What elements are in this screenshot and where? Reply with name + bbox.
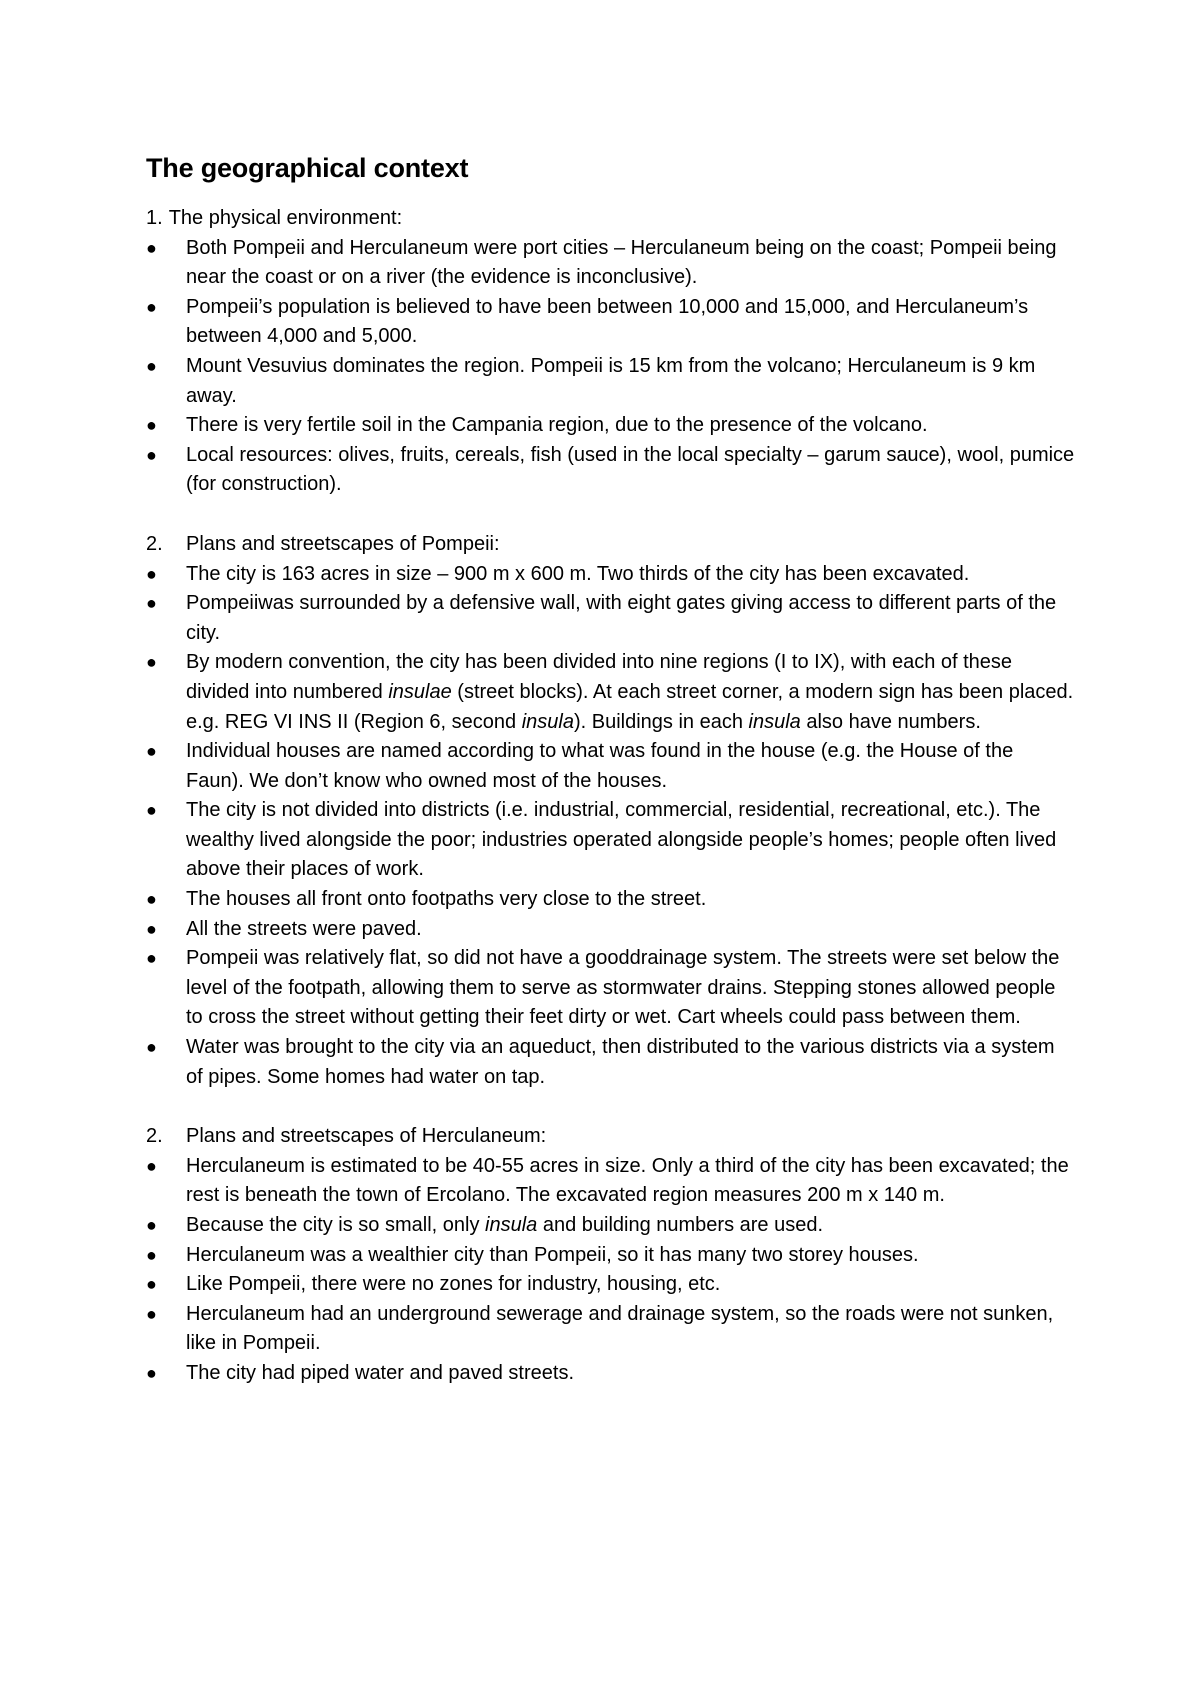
section-number: 2. bbox=[146, 532, 163, 555]
section-heading bbox=[146, 204, 1076, 234]
section-number: 1. bbox=[146, 207, 163, 229]
bullet-icon: ● bbox=[146, 1303, 157, 1324]
bullet-item: ● The city is 163 acres in size – 900 m x 600 m. Two thirds of the city has been excavated. bbox=[146, 560, 1076, 590]
italic-term: insula bbox=[521, 710, 574, 733]
bullet-list bbox=[146, 1152, 1076, 1389]
bullet-item: ● Both Pompeii and Herculaneum were port cities – Herculaneum being on the coast; Pompeii being near the coast or on a river (the evidence is inconclusive). bbox=[146, 234, 1076, 293]
bullet-item: ● Herculaneum is estimated to be 40-55 acres in size. Only a third of the city has been excavated; the rest is beneath the town of Ercolano. The excavated region measures 200 m x 140 m. bbox=[146, 1152, 1076, 1211]
document-title: The geographical context bbox=[146, 153, 469, 183]
section-heading-text: Plans and streetscapes of Herculaneum: bbox=[186, 1125, 547, 1148]
bullet-item: ● The houses all front onto footpaths very close to the street. bbox=[146, 885, 1076, 915]
italic-term: insulae bbox=[388, 680, 452, 703]
section-physical-environment bbox=[146, 204, 1076, 500]
bullet-icon: ● bbox=[146, 237, 157, 258]
bullet-icon: ● bbox=[146, 355, 157, 376]
bullet-item: ● Water was brought to the city via an aqueduct, then distributed to the various districts via a system of pipes. Some homes had water on tap. bbox=[146, 1033, 1076, 1092]
bullet-item: ● The city had piped water and paved streets. bbox=[146, 1359, 1076, 1389]
bullet-item: ● All the streets were paved. bbox=[146, 915, 1076, 945]
document-content bbox=[146, 148, 1076, 1389]
section-number: 2. bbox=[146, 1125, 163, 1148]
bullet-item: ● Pompeii’s population is believed to have been between 10,000 and 15,000, and Herculaneum’s between 4,000 and 5,000. bbox=[146, 293, 1076, 352]
italic-term: insula bbox=[748, 710, 801, 733]
bullet-list bbox=[146, 560, 1076, 1093]
bullet-item: ● Pompeii was relatively flat, so did not have a gooddrainage system. The streets were set below the level of the footpath, allowing them to serve as stormwater drains. Stepping stones allowed people to cross the street without getting their feet dirty or wet. Cart wheels could pass between them. bbox=[146, 944, 1076, 1033]
bullet-item: ● Mount Vesuvius dominates the region. Pompeii is 15 km from the volcano; Herculaneum is 9 km away. bbox=[146, 352, 1076, 411]
section-heading bbox=[146, 530, 1076, 560]
bullet-icon: ● bbox=[146, 593, 157, 614]
bullet-icon: ● bbox=[146, 918, 157, 939]
bullet-item: ● Like Pompeii, there were no zones for industry, housing, etc. bbox=[146, 1270, 1076, 1300]
bullet-item: ● Local resources: olives, fruits, cereals, fish (used in the local specialty – garum sauce), wool, pumice (for construction). bbox=[146, 441, 1076, 500]
section-herculaneum-plans bbox=[146, 1122, 1076, 1388]
bullet-list bbox=[146, 234, 1076, 500]
bullet-item: ● Individual houses are named according to what was found in the house (e.g. the House of the Faun). We don’t know who owned most of the houses. bbox=[146, 737, 1076, 796]
bullet-icon: ● bbox=[146, 652, 157, 673]
bullet-icon: ● bbox=[146, 1362, 157, 1383]
section-heading-text: Plans and streetscapes of Pompeii: bbox=[186, 532, 500, 555]
bullet-item: ● Pompeiiwas surrounded by a defensive wall, with eight gates giving access to different parts of the city. bbox=[146, 589, 1076, 648]
bullet-icon: ● bbox=[146, 741, 157, 762]
bullet-item: ● The city is not divided into districts (i.e. industrial, commercial, residential, recreational, etc.). The wealthy lived alongside the poor; industries operated alongside people’s homes; people often lived above their places of work. bbox=[146, 796, 1076, 885]
bullet-icon: ● bbox=[146, 800, 157, 821]
section-heading-text: The physical environment: bbox=[168, 207, 403, 229]
bullet-icon: ● bbox=[146, 1215, 157, 1235]
section-pompeii-plans bbox=[146, 530, 1076, 1092]
section-heading bbox=[146, 1122, 1076, 1152]
bullet-icon: ● bbox=[146, 563, 157, 584]
bullet-item: ● Herculaneum was a wealthier city than Pompeii, so it has many two storey houses. bbox=[146, 1241, 1076, 1271]
bullet-item: ● There is very fertile soil in the Campania region, due to the presence of the volcano. bbox=[146, 411, 1076, 441]
bullet-item: ● Herculaneum had an underground sewerage and drainage system, so the roads were not sunken, like in Pompeii. bbox=[146, 1300, 1076, 1359]
bullet-icon: ● bbox=[146, 889, 157, 910]
bullet-icon: ● bbox=[146, 444, 157, 465]
bullet-icon: ● bbox=[146, 1244, 157, 1265]
bullet-icon: ● bbox=[146, 1037, 157, 1058]
bullet-icon: ● bbox=[146, 1274, 157, 1295]
bullet-icon: ● bbox=[146, 1155, 157, 1176]
bullet-icon: ● bbox=[146, 948, 157, 969]
bullet-item: ● By modern convention, the city has been divided into nine regions (I to IX), with each of these divided into numbered insulae (street blocks). At each street corner, a modern sign has been placed. e.g. REG VI INS II (Region 6, second insula). Buildings in each insula also have numbers. bbox=[146, 648, 1076, 737]
bullet-icon: ● bbox=[146, 415, 157, 436]
bullet-icon: ● bbox=[146, 296, 157, 317]
bullet-item: ● Because the city is so small, only insula and building numbers are used. bbox=[146, 1211, 1076, 1241]
italic-term: insula bbox=[485, 1214, 538, 1236]
